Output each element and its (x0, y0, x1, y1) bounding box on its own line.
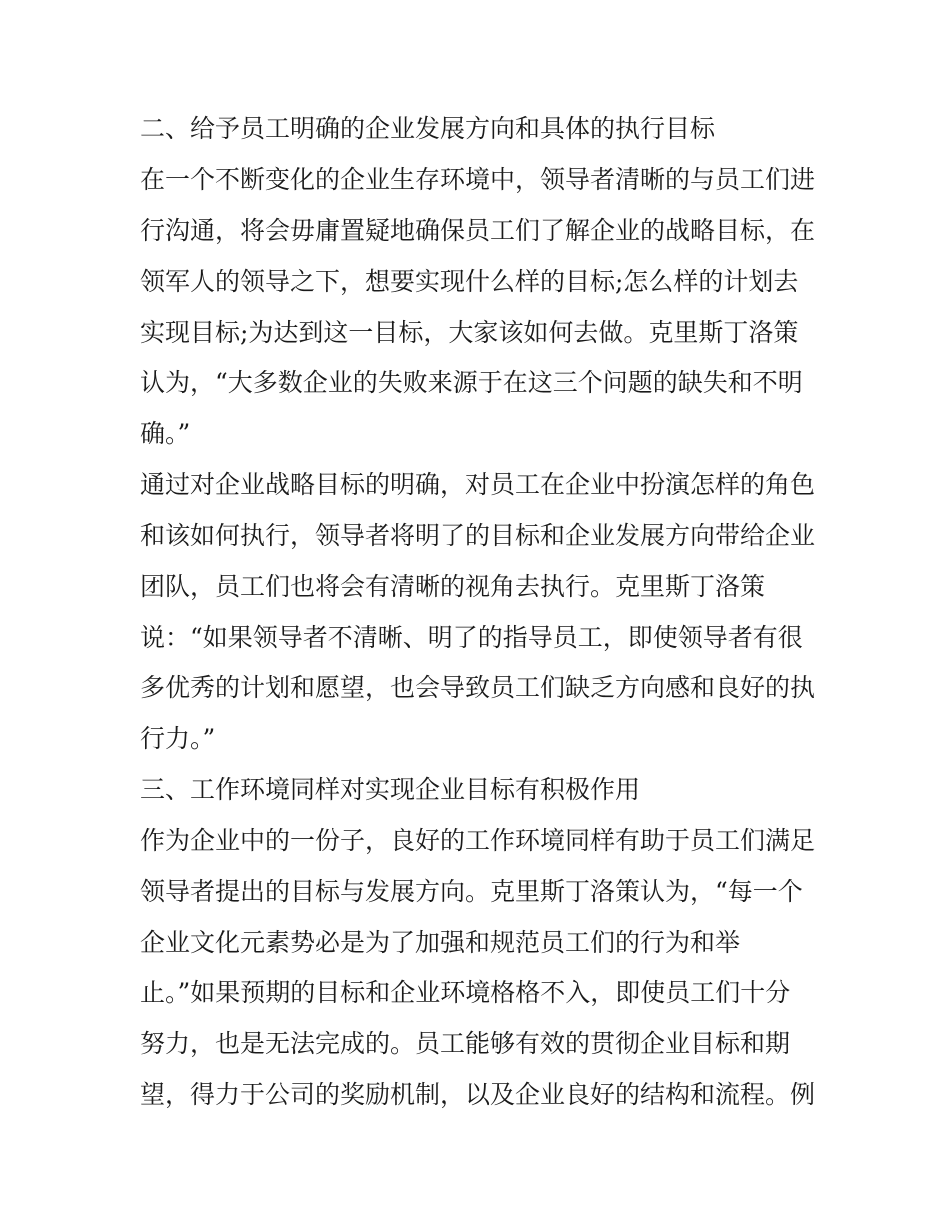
paragraph-line: 行力。” (140, 724, 216, 753)
paragraph-line: 领导者提出的目标与发展方向。克里斯丁洛策认为，“每一个 (140, 877, 803, 906)
paragraph-line: 实现目标;为达到这一目标，大家该如何去做。克里斯丁洛策 (140, 318, 799, 347)
section-heading-3: 三、工作环境同样对实现企业目标有积极作用 (140, 775, 641, 804)
paragraph-line: 通过对企业战略目标的明确，对员工在企业中扮演怎样的角色 (140, 470, 816, 499)
paragraph-line: 确。” (140, 419, 191, 448)
paragraph-line: 说：“如果领导者不清晰、明了的指导员工，即使领导者有很 (140, 623, 803, 652)
paragraph-line: 望，得力于公司的奖励机制，以及企业良好的结构和流程。例 (140, 1080, 816, 1109)
paragraph-line: 领军人的领导之下，想要实现什么样的目标;怎么样的计划去 (140, 267, 799, 296)
paragraph-line: 认为，“大多数企业的失败来源于在这三个问题的缺失和不明 (140, 368, 803, 397)
paragraph-line: 努力，也是无法完成的。员工能够有效的贯彻企业目标和期 (140, 1029, 791, 1058)
paragraph-line: 企业文化元素势必是为了加强和规范员工们的行为和举 (140, 928, 741, 957)
paragraph-line: 多优秀的计划和愿望，也会导致员工们缺乏方向感和良好的执 (140, 673, 816, 702)
paragraph-line: 团队，员工们也将会有清晰的视角去执行。克里斯丁洛策 (140, 572, 766, 601)
paragraph-line: 在一个不断变化的企业生存环境中，领导者清晰的与员工们进 (140, 165, 816, 194)
paragraph-line: 和该如何执行，领导者将明了的目标和企业发展方向带给企业 (140, 521, 816, 550)
paragraph-line: 止。”如果预期的目标和企业环境格格不入，即使员工们十分 (140, 978, 791, 1007)
paragraph-line: 作为企业中的一份子，良好的工作环境同样有助于员工们满足 (140, 826, 816, 855)
paragraph-line: 行沟通，将会毋庸置疑地确保员工们了解企业的战略目标，在 (140, 216, 816, 245)
section-heading-2: 二、给予员工明确的企业发展方向和具体的执行目标 (140, 114, 716, 143)
